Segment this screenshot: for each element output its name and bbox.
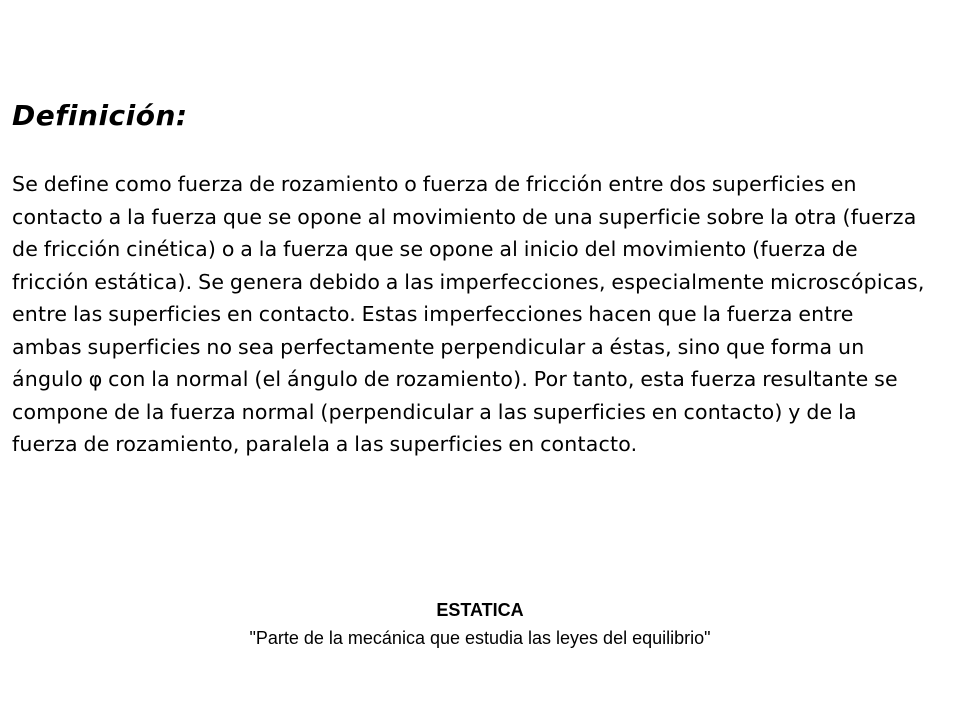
footer-subtitle: "Parte de la mecánica que estudia las leyes del equilibrio": [249, 628, 711, 648]
definition-paragraph: Se define como fuerza de rozamiento o fuerza de fricción entre dos superficies en contacto a la fuerza que se opone al movimiento de una superficie sobre la otra (fuerza de fricción cinética) o a la fuerza que se opone al inicio del movimiento (fuerza de fricción estática). Se genera debido a las imperfecciones, especialmente microscópicas, entre las superficies en contacto. Estas imperfecciones hacen que la fuerza entre ambas superficies no sea perfectamente perpendicular a éstas, sino que forma un ángulo φ con la normal (el ángulo de rozamiento). Por tanto, esta fuerza resultante se compone de la fuerza normal (perpendicular a las superficies en contacto) y de la fuerza de rozamiento, paralela a las superficies en contacto.: [12, 172, 925, 456]
definition-heading: Definición:: [12, 99, 188, 132]
footer-title: ESTATICA: [436, 600, 524, 620]
slide-footer: [0, 596, 960, 652]
